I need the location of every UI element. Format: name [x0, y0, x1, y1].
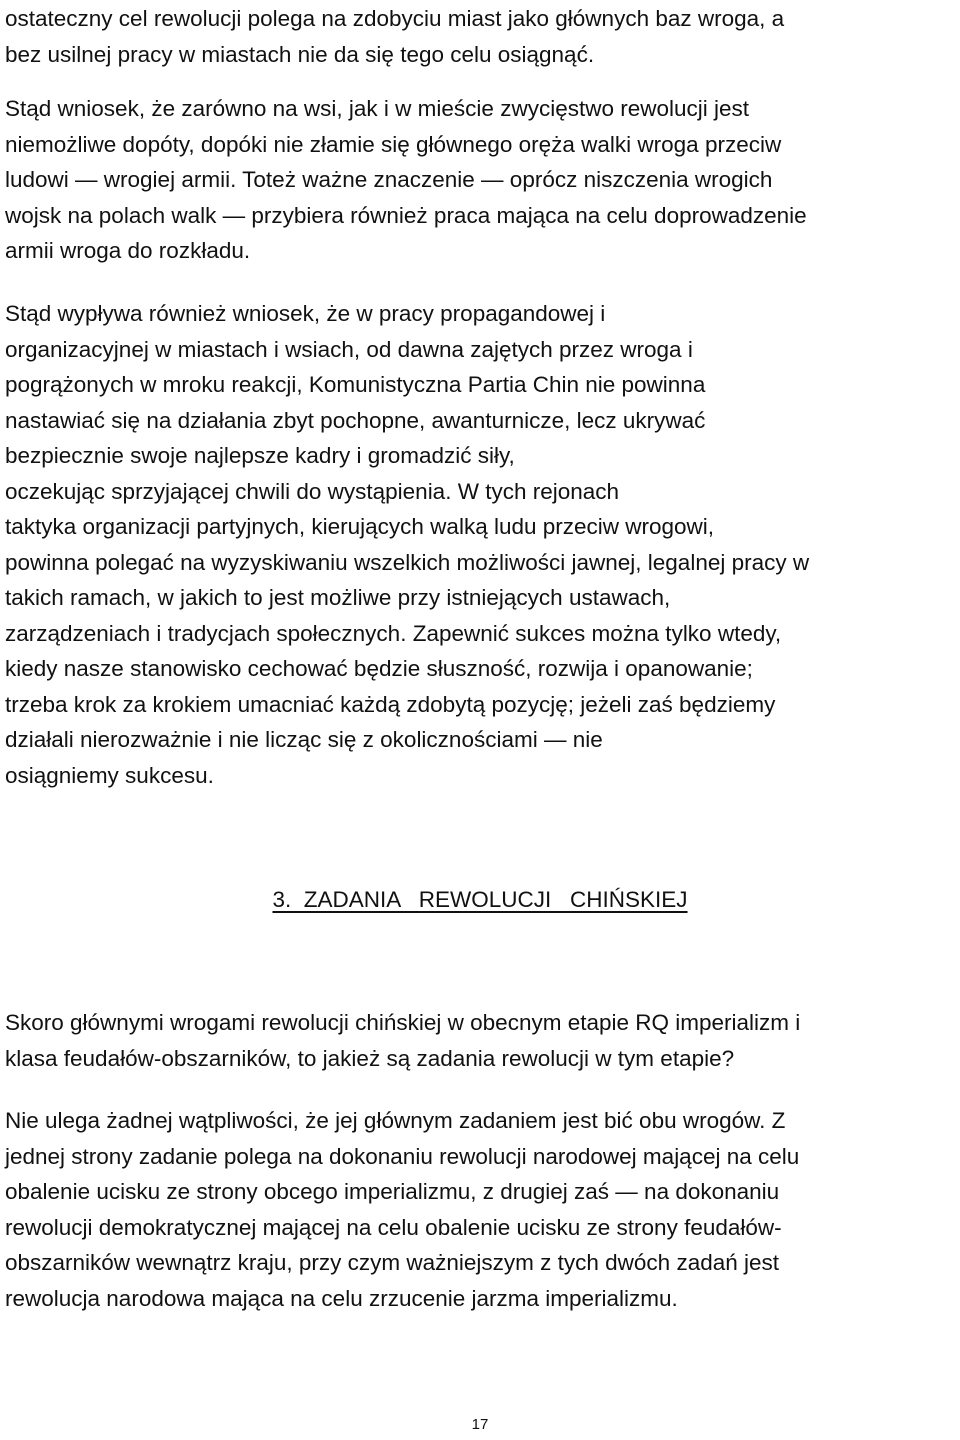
paragraph-tactics: Stąd wypływa również wniosek, że w pracy propagandowej i organizacyjnej w miastach i wsiach, od dawna zajętych przez wroga i pogrążonych w mroku reakcji, Komunistyczna Partia Chin nie powinna nastawiać się na działania zbyt pochopne, awanturnicze, lecz ukrywać bezpiecznie swoje najlepsze kadry i gromadzić siły, oczekując sprzyjającej chwili do wystąpienia. W tych rejonach taktyka organizacji partyjnych, kierujących walką ludu przeciw wrogowi, powinna polegać na wyzyskiwaniu wszelkich możliwości jawnej, legalnej pracy w takich ramach, w jakich to jest możliwe przy istniejących ustawach, zarządzeniach i tradycjach społecznych. Zapewnić sukces można tylko wtedy, kiedy nasze stanowisko cechować będzie słuszność, rozwija i opanowanie; trzeba krok za krokiem umacniać każdą zdobytą pozycję; jeżeli zaś będziemy działali nierozważnie i nie licząc się z okolicznościami — nie osiągniemy sukcesu. — [5, 301, 810, 788]
paragraph-victory-conditions: Stąd wniosek, że zarówno na wsi, jak i w mieście zwycięstwo rewolucji jest niemożliwe dopóty, dopóki nie złamie się głównego oręża walki wroga przeciw ludowi — wrogiej armii. Toteż ważne znaczenie — oprócz niszczenia wrogich wojsk na polach walk — przybiera również praca mająca na celu doprowadzenie armii wroga do rozkładu. — [5, 96, 807, 263]
paragraph-main-tasks: Nie ulega żadnej wątpliwości, że jej głównym zadaniem jest bić obu wrogów. Z jednej strony zadanie polega na dokonaniu rewolucji narodowej mającej na celu obalenie ucisku ze strony obcego imperializmu, z drugiej zaś — na dokonaniu rewolucji demokratycznej mającej na celu obalenie ucisku ze strony feudałów- obszarników wewnątrz kraju, przy czym ważniejszym z tych dwóch zadań jest rewolucja narodowa mająca na celu zrzucenie jarzma imperializmu. — [5, 1108, 800, 1311]
paragraph-question: Skoro głównymi wrogami rewolucji chińskiej w obecnym etapie RQ imperializm i klasa feudałów-obszarników, to jakież są zadania rewolucji w tym etapie? — [5, 1010, 801, 1071]
paragraph-continuation: ostateczny cel rewolucji polega na zdobyciu miast jako głównych baz wroga, a bez usilnej pracy w miastach nie da się tego celu osiągnąć. — [5, 6, 785, 67]
page-number: 17 — [471, 1416, 489, 1433]
section-heading: 3. ZADANIA REWOLUCJI CHIŃSKIEJ — [272, 887, 688, 912]
